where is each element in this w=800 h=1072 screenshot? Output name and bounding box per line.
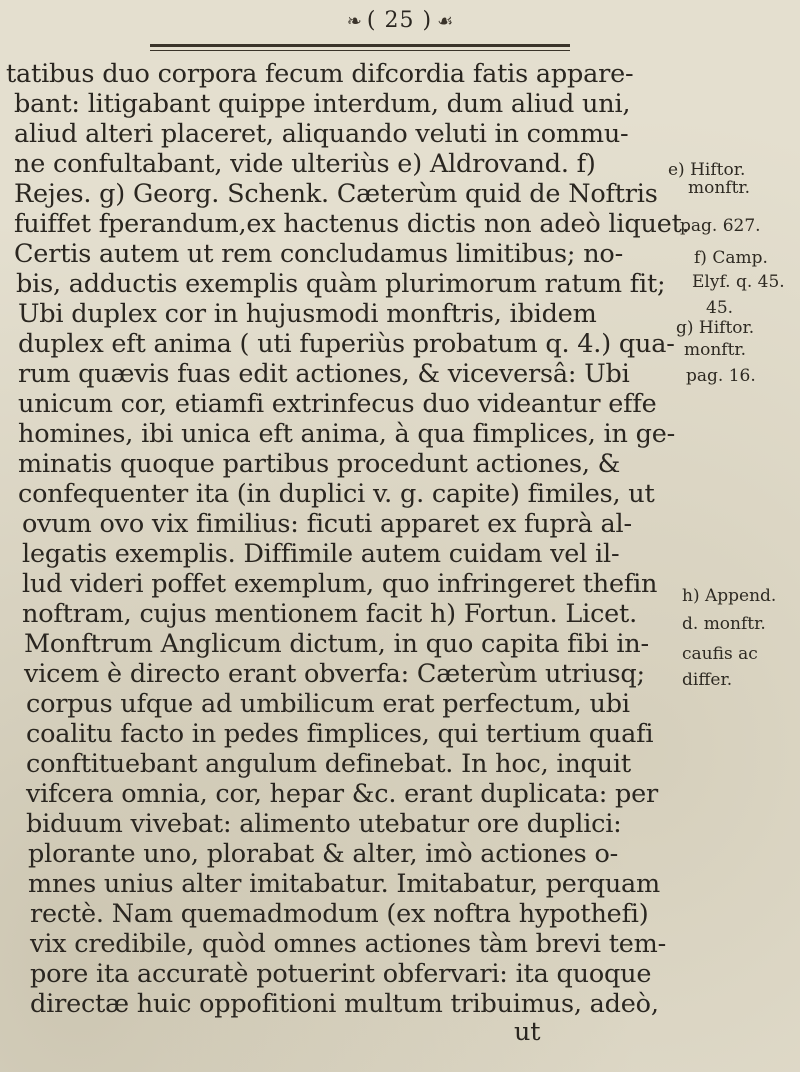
text-line: conftituebant angulum definebat. In hoc, inquit — [26, 749, 631, 779]
text-line: minatis quoque partibus procedunt actiones, & — [18, 449, 621, 479]
text-line: directæ huic oppofitioni multum tribuimus, adeò, — [30, 989, 659, 1019]
margin-note: caufis ac — [682, 644, 758, 664]
text-line: pore ita accuratè potuerint obfervari: ita quoque — [30, 959, 652, 989]
text-line: duplex eft anima ( uti fuperiùs probatum q. 4.) qua- — [18, 329, 675, 359]
page-number: ( 25 ) — [366, 8, 433, 33]
margin-note: h) Append. — [682, 586, 777, 606]
text-line: bis, adductis exemplis quàm plurimorum ratum fit; — [16, 269, 666, 299]
header-rule — [150, 44, 570, 47]
text-line: coalitu facto in pedes fimplices, qui tertium quafi — [26, 719, 654, 749]
margin-note: pag. 16. — [686, 366, 756, 386]
text-line: mnes unius alter imitabatur. Imitabatur, perquam — [28, 869, 661, 899]
text-line: ovum ovo vix fimilius: ficuti apparet ex fuprà al- — [22, 509, 632, 539]
text-line: Ubi duplex cor in hujusmodi monftris, ibidem — [18, 299, 597, 329]
margin-note: monftr. — [688, 178, 751, 198]
text-line: rectè. Nam quemadmodum (ex noftra hypothefi) — [30, 899, 649, 929]
text-line: unicum cor, etiamfi extrinfecus duo videantur effe — [18, 389, 657, 419]
margin-note: monftr. — [684, 340, 747, 360]
margin-note: d. monftr. — [682, 614, 766, 634]
text-line: Rejes. g) Georg. Schenk. Cæterùm quid de Noftris — [14, 179, 658, 209]
text-line: corpus ufque ad umbilicum erat perfectum, ubi — [26, 689, 630, 719]
text-line: ut — [514, 1017, 541, 1047]
text-line: vicem è directo erant obverfa: Cæterùm utriusq; — [24, 659, 645, 689]
ornament-left-icon: ❧ — [346, 11, 362, 32]
page-header — [0, 8, 800, 33]
margin-note: g) Hiftor. — [676, 318, 755, 338]
text-line: lud videri poffet exemplum, quo infringeret thefin — [22, 569, 658, 599]
text-line: tatibus duo corpora fecum difcordia fatis appare- — [6, 59, 634, 89]
margin-note: differ. — [682, 670, 733, 690]
text-line: confequenter ita (in duplici v. g. capite) fimiles, ut — [18, 479, 655, 509]
text-line: homines, ibi unica eft anima, à qua fimplices, in ge- — [18, 419, 676, 449]
text-line: aliud alteri placeret, aliquando veluti in commu- — [14, 119, 629, 149]
margin-note: 45. — [706, 298, 734, 318]
ornament-right-icon: ☙ — [437, 11, 454, 32]
margin-note: pag. 627. — [680, 216, 761, 236]
text-line: ne confultabant, vide ulteriùs e) Aldrovand. f) — [14, 149, 596, 179]
text-line: vifcera omnia, cor, hepar &c. erant duplicata: per — [26, 779, 659, 809]
text-line: Certis autem ut rem concludamus limitibus; no- — [14, 239, 623, 269]
text-line: plorante uno, plorabat & alter, imò actiones o- — [28, 839, 619, 869]
text-line: noftram, cujus mentionem facit h) Fortun. Licet. — [22, 599, 637, 629]
margin-note: f) Camp. — [694, 248, 768, 268]
text-line: bant: litigabant quippe interdum, dum aliud uni, — [14, 89, 631, 119]
text-line: rum quævis fuas edit actiones, & viceversâ: Ubi — [18, 359, 630, 389]
text-line: biduum vivebat: alimento utebatur ore duplici: — [26, 809, 622, 839]
header-rule-thin — [150, 50, 570, 51]
margin-note: e) Hiftor. — [668, 160, 746, 180]
margin-note: Elyf. q. 45. — [692, 272, 785, 292]
text-line: vix credibile, quòd omnes actiones tàm brevi tem- — [30, 929, 667, 959]
text-line: legatis exemplis. Diffimile autem cuidam vel il- — [22, 539, 620, 569]
text-line: fuiffet fperandum,ex hactenus dictis non adeò liquet. — [14, 209, 690, 239]
text-line: Monftrum Anglicum dictum, in quo capita fibi in- — [24, 629, 649, 659]
